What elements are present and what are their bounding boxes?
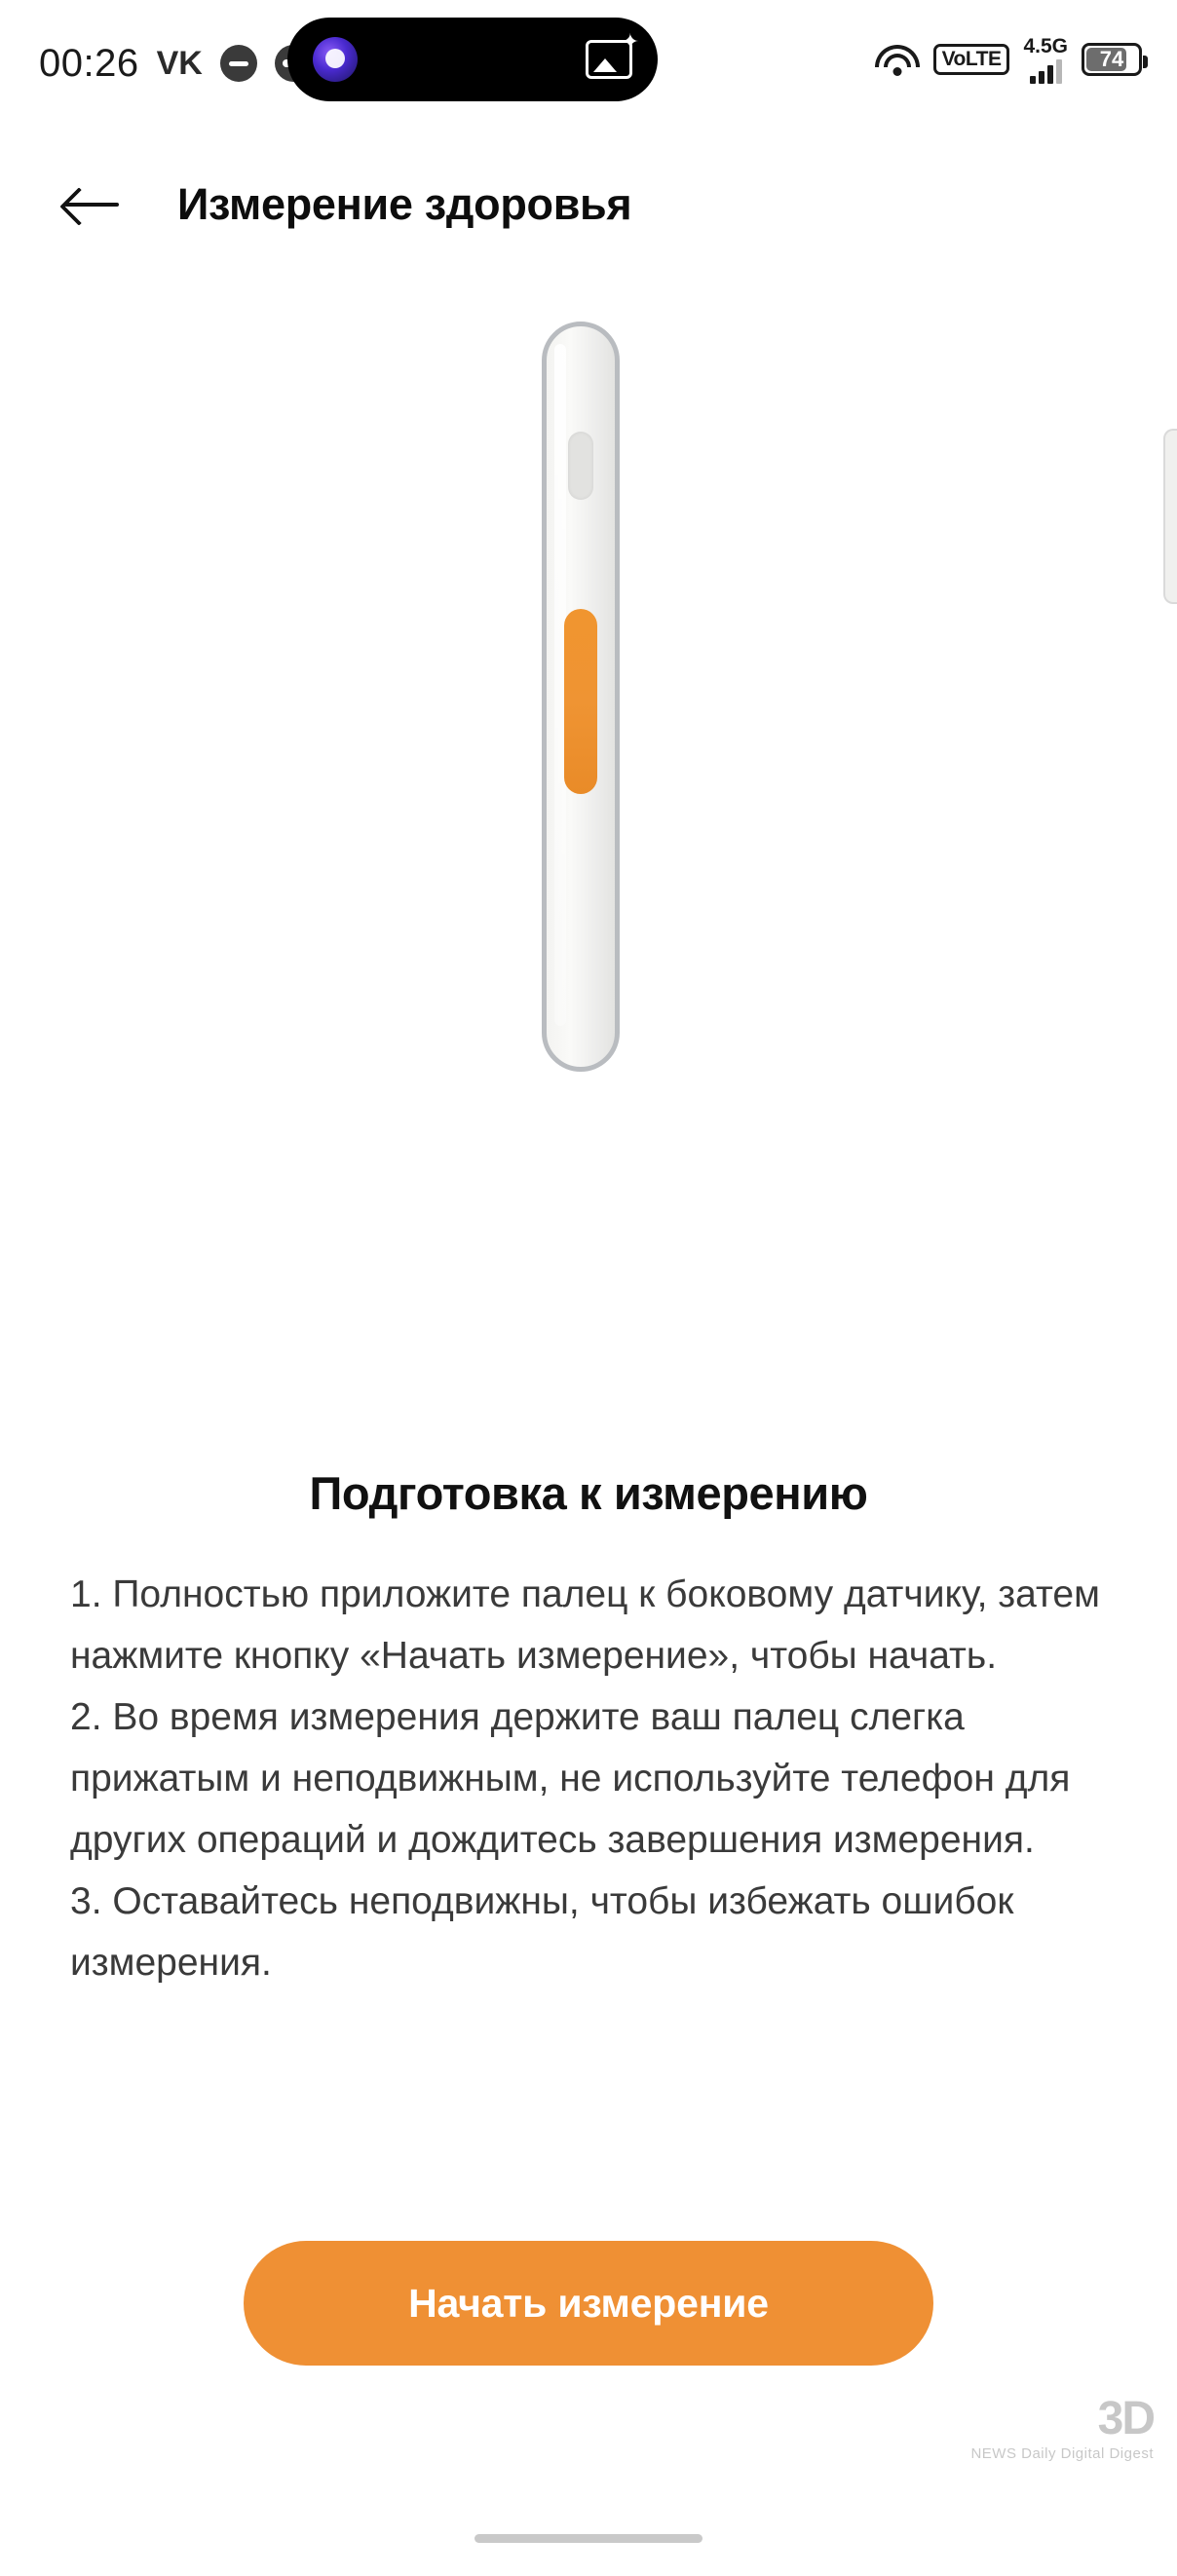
back-arrow-icon [64, 187, 119, 222]
status-clock: 00:26 [39, 41, 139, 85]
home-indicator[interactable] [475, 2534, 702, 2543]
side-sensor-button-graphic [564, 609, 597, 794]
start-measurement-button[interactable]: Начать измерение [244, 2241, 933, 2366]
watermark-logo: 3D [1097, 2393, 1154, 2444]
dynamic-island-pill[interactable] [287, 18, 658, 101]
chat-bubble-icon [220, 45, 257, 82]
instruction-step-3: 3. Оставайтесь неподвижны, чтобы избежать ошибок измерения. [70, 1880, 1014, 1984]
status-bar [0, 0, 1177, 127]
status-bar-right [875, 29, 1142, 90]
cta-container [0, 2241, 1177, 2366]
signal-bars-icon [1030, 58, 1062, 84]
vk-icon: VK [156, 45, 203, 82]
volume-button-graphic [568, 432, 593, 500]
instruction-step-2: 2. Во время измерения держите ваш палец слегка прижатым и неподвижным, не используйте телефон для других операций и дождитесь завершения измерения. [70, 1696, 1071, 1861]
watermark-tagline: NEWS Daily Digital Digest [970, 2445, 1154, 2462]
page-title: Измерение здоровья [177, 179, 632, 229]
network-indicator [1023, 36, 1068, 84]
assistant-orb-icon [313, 37, 358, 82]
screen-edge-sliver [1163, 429, 1177, 604]
photo-edit-icon [586, 40, 632, 79]
instruction-step-1: 1. Полностью приложите палец к боковому датчику, затем нажмите кнопку «Начать измерение», чтобы начать. [70, 1573, 1100, 1677]
volte-icon: VoLTE [933, 44, 1010, 75]
phone-edge-graphic [542, 322, 620, 1072]
wifi-icon [875, 43, 920, 76]
watermark [949, 2387, 1154, 2471]
section-title: Подготовка к измерению [309, 1467, 868, 1519]
back-button[interactable] [47, 160, 136, 249]
battery-level: 74 [1099, 47, 1124, 71]
network-label: 4.5G [1023, 34, 1068, 57]
app-bar [0, 146, 1177, 263]
instructions-list [70, 1564, 1115, 1993]
battery-icon [1082, 43, 1142, 76]
phone-side-sensor-illustration [0, 390, 1177, 877]
